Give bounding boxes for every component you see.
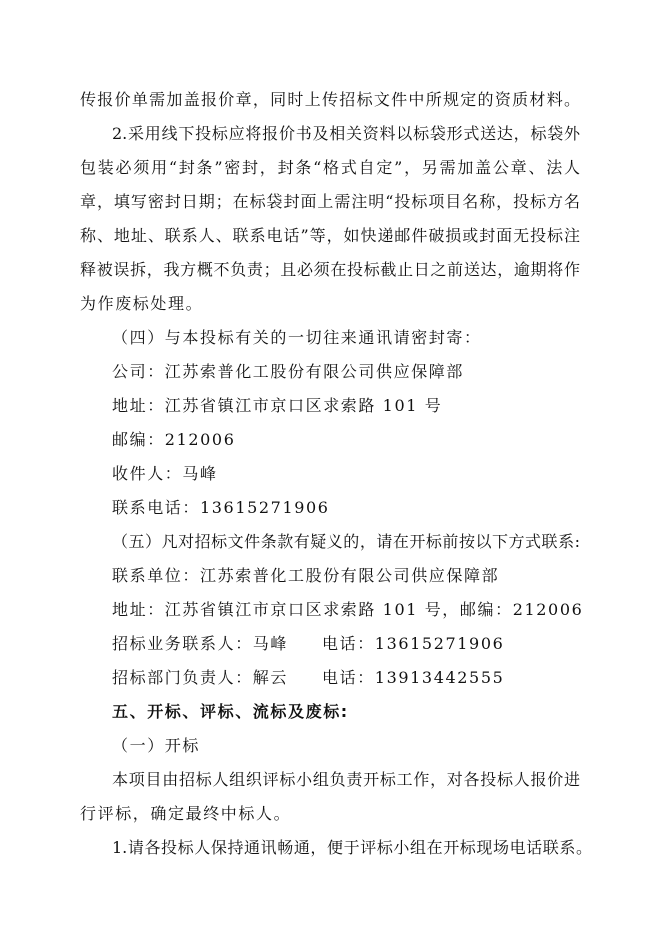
paragraph-line: 2.采用线下投标应将报价书及相关资料以标袋形式送达，标袋外 (112, 124, 580, 143)
phone-line: 联系电话：13615271906 (112, 498, 330, 517)
business-contact-phone: 电话：13615271906 (322, 634, 505, 653)
contact-unit-line: 联系单位：江苏索普化工股份有限公司供应保障部 (112, 566, 500, 585)
paragraph-line: 称、地址、联系人、联系电话”等，如快递邮件破损或封面无投标注 (80, 226, 580, 245)
subsection-heading: （一）开标 (112, 736, 201, 755)
business-contact-line (112, 634, 288, 654)
paragraph-line: 包装必须用“封条”密封，封条“格式自定”，另需加盖公章、法人 (80, 158, 580, 177)
postcode-line: 邮编：212006 (112, 430, 236, 449)
chapter-heading: 五、开标、评标、流标及废标: (112, 702, 349, 721)
department-head-phone: 电话：13913442555 (322, 668, 505, 687)
recipient-line: 收件人：马峰 (112, 464, 218, 483)
paragraph-line: 行评标，确定最终中标人。 (80, 804, 292, 823)
contact-address-line: 地址：江苏省镇江市京口区求索路 101 号，邮编：212006 (112, 600, 584, 619)
paragraph-line: 章，填写密封日期；在标袋封面上需注明“投标项目名称，投标方名 (80, 192, 580, 211)
section-heading-4: （四）与本投标有关的一切往来通讯请密封寄： (112, 328, 482, 347)
paragraph-line: 为作废标处理。 (80, 294, 204, 313)
paragraph-line: 传报价单需加盖报价章，同时上传招标文件中所规定的资质材料。 (80, 90, 580, 109)
department-head-line (112, 668, 288, 688)
address-line: 地址：江苏省镇江市京口区求索路 101 号 (112, 396, 443, 415)
department-head-name: 招标部门负责人：解云 (112, 668, 289, 687)
paragraph-line: 本项目由招标人组织评标小组负责开标工作，对各投标人报价进 (112, 770, 580, 789)
paragraph-line: 1.请各投标人保持通讯畅通，便于评标小组在开标现场电话联系。 (112, 838, 592, 857)
business-contact-name: 招标业务联系人：马峰 (112, 634, 289, 653)
section-heading-5: （五）凡对招标文件条款有疑义的，请在开标前按以下方式联系: (112, 532, 580, 551)
company-line: 公司：江苏索普化工股份有限公司供应保障部 (112, 362, 465, 381)
paragraph-line: 释被误拆，我方概不负责；且必须在投标截止日之前送达，逾期将作 (80, 260, 580, 279)
